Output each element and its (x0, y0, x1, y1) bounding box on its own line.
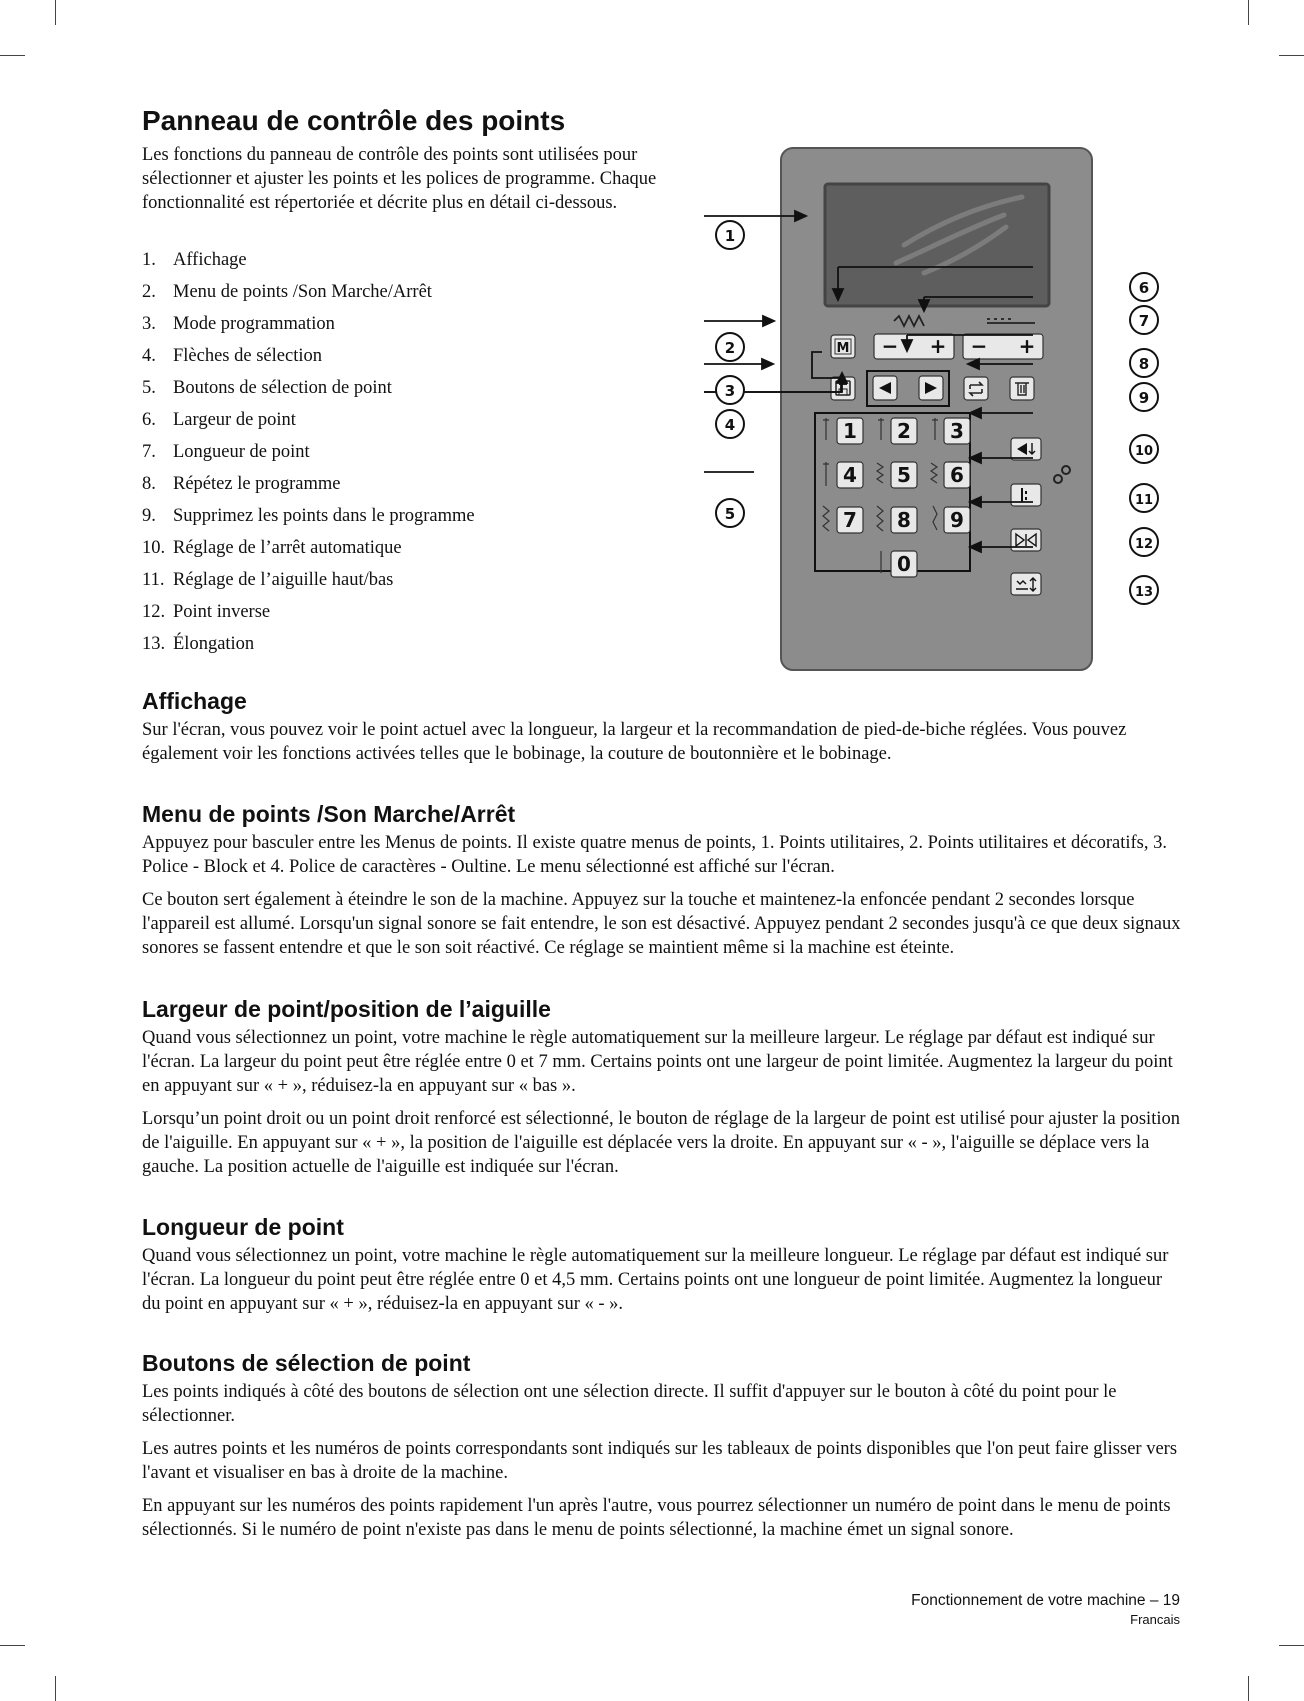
callout-10 (1130, 435, 1158, 463)
key-label: 1 (843, 419, 857, 443)
list-label: Largeur de point (173, 410, 296, 430)
crop-mark (1248, 1676, 1249, 1701)
callout-label: 7 (1138, 312, 1150, 330)
key-label: 9 (950, 508, 964, 532)
footer-page-label: Fonctionnement de votre machine – 19 (911, 1592, 1180, 1609)
list-label: Affichage (173, 250, 247, 270)
list-label: Boutons de sélection de point (173, 378, 392, 398)
key-label: 0 (897, 552, 911, 576)
callout-label: 3 (724, 382, 736, 400)
list-number: 7. (142, 442, 156, 462)
section-longueur (142, 1212, 1182, 1325)
key-label: 4 (843, 463, 857, 487)
list-number: 3. (142, 314, 156, 334)
callout-1 (716, 221, 744, 249)
list-number: 12. (142, 602, 166, 622)
callout-13 (1130, 576, 1158, 604)
callout-12 (1130, 528, 1158, 556)
key-label: 8 (897, 508, 911, 532)
crop-mark (0, 1645, 25, 1646)
list-number: 5. (142, 378, 156, 398)
section-heading: Boutons de sélection de point (142, 1350, 471, 1376)
key-label: 6 (950, 463, 964, 487)
section-menu-points (142, 799, 1182, 969)
key-label: 2 (897, 419, 911, 443)
key-label: 3 (950, 419, 964, 443)
page-title: Panneau de contrôle des points (142, 105, 566, 136)
callout-3 (716, 376, 744, 404)
callout-7 (1130, 306, 1158, 334)
callout-label: 12 (1134, 537, 1154, 552)
callout-label: 5 (724, 505, 736, 523)
section-heading: Menu de points /Son Marche/Arrêt (142, 801, 516, 827)
callout-label: 6 (1138, 279, 1150, 297)
list-label: Longueur de point (173, 442, 310, 462)
list-label: Point inverse (173, 602, 271, 622)
callout-label: 8 (1138, 355, 1150, 373)
list-number: 9. (142, 506, 156, 526)
callout-label: 1 (724, 227, 736, 245)
section-paragraph: Appuyez pour basculer entre les Menus de points. Il existe quatre menus de points, 1. Points utilitaires, 2. Points utilitaires et décoratifs, 3. Police - Block et 4. Police de caractères - Oultine. Le menu sélectionné est affiché sur l'écran. (142, 833, 1168, 877)
list-number: 8. (142, 474, 156, 494)
minus-label: − (881, 334, 899, 358)
section-heading: Longueur de point (142, 1214, 344, 1240)
section-paragraph: Sur l'écran, vous pouvez voir le point actuel avec la longueur, la largeur et la recommandation de pied-de-biche réglées. Vous pouvez également voir les fonctions activées telles que le bobinage, la couture de boutonnière et le bobinage. (142, 720, 1127, 764)
minus-label: − (970, 334, 988, 358)
key-label: 7 (843, 508, 857, 532)
section-paragraph: Les autres points et les numéros de points correspondants sont indiqués sur les tableaux de points disponibles que l'on peut faire glisser vers l'avant et visualiser en bas à droite de la machine. (142, 1439, 1178, 1483)
section-paragraph: Quand vous sélectionnez un point, votre machine le règle automatiquement sur la meilleure longueur. Le réglage par défaut est indiqué sur l'écran. La longueur du point peut être réglée entre 0 et 4,5 mm. Certains points ont une longueur de point limitée. Augmentez la longueur du point en appuyant sur « + », réduisez-la en appuyant sur « - ». (142, 1246, 1169, 1314)
callout-label: 13 (1134, 585, 1154, 600)
list-label: Mode programmation (173, 314, 335, 334)
section-paragraph: Ce bouton sert également à éteindre le son de la machine. Appuyez sur la touche et maintenez-la enfoncée pendant 2 secondes lorsque l'appareil est allumé. Lorsqu'un signal sonore se fait entendre, le son est désactivé. Appuyez pendant 2 secondes jusqu'à ce que deux signaux sonores se fassent entendre et que le son soit réactivé. Ce réglage se maintient même si la machine est éteinte. (142, 890, 1181, 958)
footer-language: Francais (1130, 1612, 1180, 1627)
callout-label: 2 (724, 339, 736, 357)
callout-5 (716, 499, 744, 527)
plus-label: + (1018, 334, 1036, 358)
callout-2 (716, 333, 744, 361)
crop-mark (1279, 1645, 1304, 1646)
callout-label: 4 (724, 416, 736, 434)
section-paragraph: Quand vous sélectionnez un point, votre machine le règle automatiquement sur la meilleure largeur. Le réglage par défaut est indiqué sur l'écran. La largeur du point peut être réglée entre 0 et 7 mm. Certains points ont une largeur de point limitée. Augmentez la largeur du point en appuyant sur « + », réduisez-la en appuyant sur « bas ». (142, 1028, 1173, 1096)
list-label: Réglage de l’arrêt automatique (173, 538, 402, 558)
section-paragraph: Lorsqu’un point droit ou un point droit renforcé est sélectionné, le bouton de réglage de la largeur de point est utilisé pour ajuster la position de l'aiguille. En appuyant sur « + », la position de l'aiguille est déplacée vers la droite. En appuyant sur « - », l'aiguille se déplace vers la gauche. La position actuelle de l'aiguille est indiquée sur l'écran. (142, 1109, 1180, 1177)
list-label: Réglage de l’aiguille haut/bas (173, 570, 394, 590)
list-label: Supprimez les points dans le programme (173, 506, 475, 526)
callout-8 (1130, 349, 1158, 377)
callout-11 (1130, 484, 1158, 512)
section-largeur (142, 994, 1182, 1188)
crop-mark (55, 1676, 56, 1701)
menu-key-label: M (836, 341, 850, 356)
section-boutons-selection (142, 1348, 1182, 1551)
list-number: 11. (142, 570, 165, 590)
page-footer (911, 1591, 1180, 1629)
list-number: 13. (142, 634, 166, 654)
list-label: Répétez le programme (173, 474, 341, 494)
list-number: 10. (142, 538, 166, 558)
list-label: Flèches de sélection (173, 346, 322, 366)
section-paragraph: En appuyant sur les numéros des points rapidement l'un après l'autre, vous pourrez sélectionner un numéro de point dans le menu de points sélectionnés. Si le numéro de point n'existe pas dans le menu de points sélectionné, la machine émet un signal sonore. (142, 1496, 1171, 1540)
list-number: 4. (142, 346, 156, 366)
intro-paragraph: Les fonctions du panneau de contrôle des points sont utilisées pour sélectionner et ajuster les points et les polices de programme. Chaque fonctionnalité est répertoriée et décrite plus en détail ci-dessous. (142, 145, 657, 213)
callout-6 (1130, 273, 1158, 301)
callout-label: 11 (1134, 493, 1154, 508)
callout-4 (716, 410, 744, 438)
callout-label: 10 (1134, 444, 1154, 459)
list-label: Élongation (173, 634, 255, 654)
key-label: 5 (897, 463, 911, 487)
list-number: 1. (142, 250, 156, 270)
list-number: 6. (142, 410, 156, 430)
section-affichage (142, 686, 1182, 775)
plus-label: + (929, 334, 947, 358)
callouts-layer (0, 0, 1304, 700)
callout-label: 9 (1138, 389, 1150, 407)
section-heading: Affichage (142, 688, 247, 714)
list-label: Menu de points /Son Marche/Arrêt (173, 282, 432, 302)
callout-9 (1130, 383, 1158, 411)
section-heading: Largeur de point/position de l’aiguille (142, 996, 551, 1022)
section-paragraph: Les points indiqués à côté des boutons de sélection ont une sélection directe. Il suffit d'appuyer sur le bouton à côté du point pour le sélectionner. (142, 1382, 1117, 1426)
list-number: 2. (142, 282, 156, 302)
